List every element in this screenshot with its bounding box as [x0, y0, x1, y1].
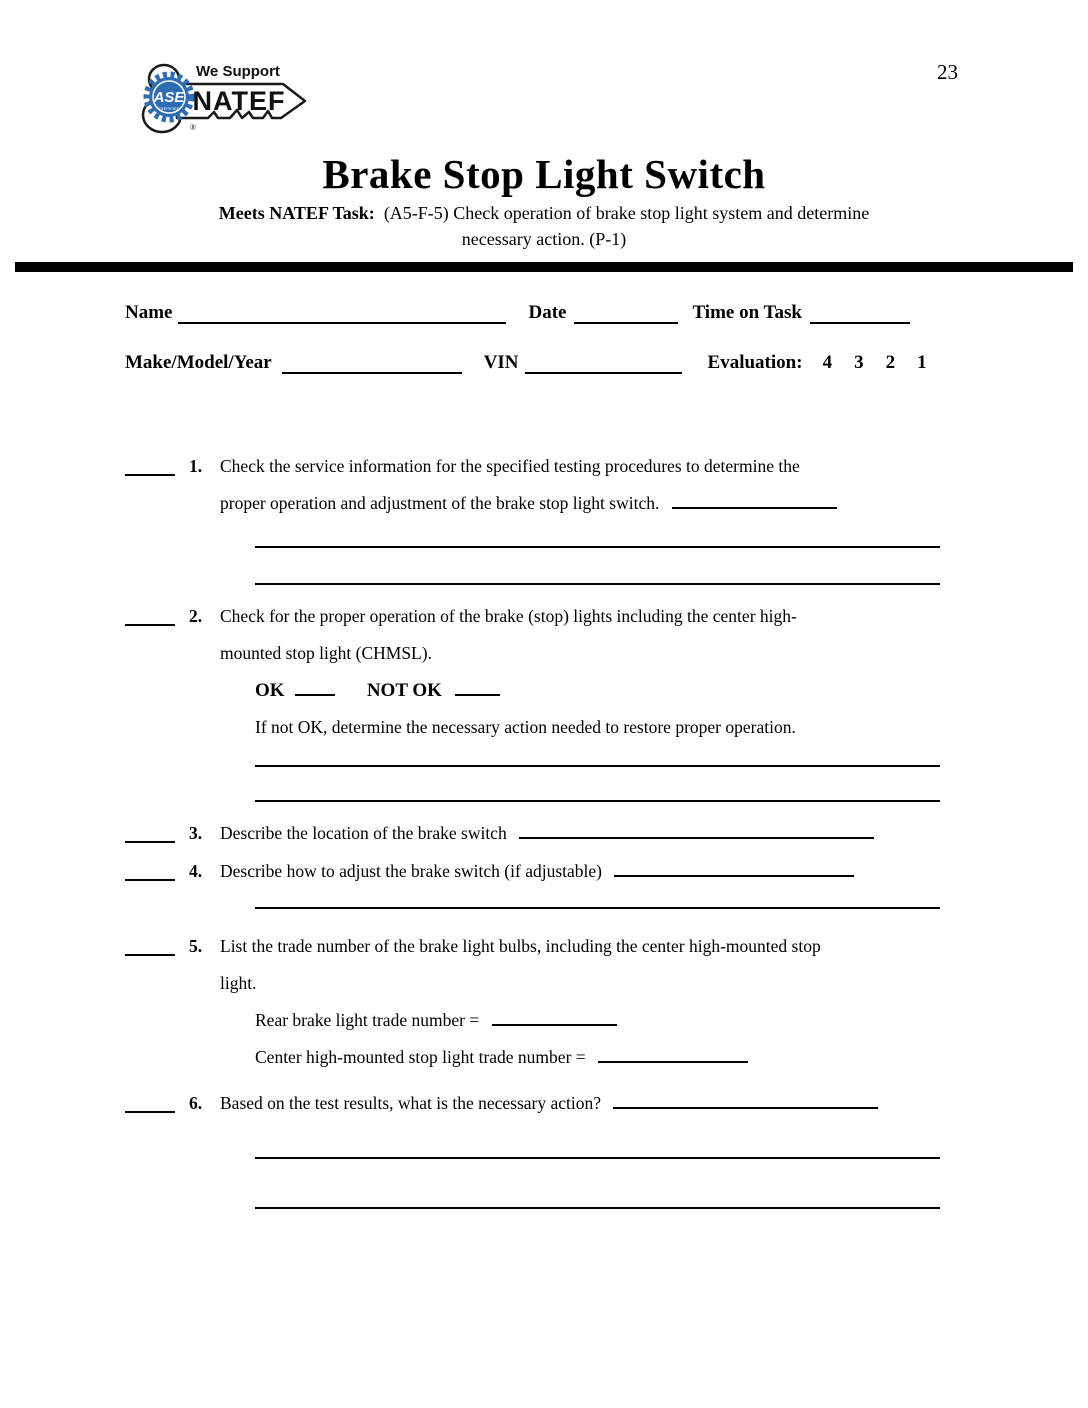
task-4-text: Describe how to adjust the brake switch (if adjustable) — [220, 853, 967, 909]
task-4-answer-line-inline — [614, 871, 854, 877]
task-6-text: Based on the test results, what is the necessary action? — [220, 1085, 967, 1209]
task-5-rear-line — [255, 1002, 967, 1039]
time-on-task-label: Time on Task — [692, 302, 802, 323]
form-row-vehicle-eval — [125, 351, 927, 374]
rear-trade-number-label: Rear brake light trade number = — [255, 1010, 480, 1030]
task-3-score-line — [125, 815, 175, 843]
form-row-name-date-time — [125, 301, 910, 324]
task-2-score-line — [125, 598, 175, 626]
divider-rule — [15, 262, 1073, 272]
task-3-answer-line-inline — [519, 833, 874, 839]
vin-label: VIN — [483, 352, 519, 373]
meets-natef-task-label: Meets NATEF Task: — [218, 203, 375, 223]
task-6-score-line — [125, 1085, 175, 1113]
meets-natef-task-line — [0, 203, 1088, 224]
evaluation-score-3: 3 — [854, 352, 864, 373]
task-item-5 — [125, 928, 967, 1076]
logo-natef: NATEF — [192, 86, 286, 116]
not-ok-check-line — [455, 690, 500, 696]
task-item-3 — [125, 815, 967, 852]
task-1-answer-line-2 — [255, 583, 940, 585]
meets-natef-task-text: (A5-F-5) Check operation of brake stop light system and determine — [383, 203, 870, 223]
task-4-answer-line-1 — [255, 907, 940, 909]
time-on-task-field-line — [810, 301, 910, 324]
task-item-1 — [125, 448, 967, 585]
task-2-number: 2. — [189, 606, 203, 626]
task-3-number: 3. — [189, 823, 203, 843]
not-ok-label: NOT OK — [366, 680, 442, 701]
evaluation-score-4: 4 — [822, 352, 833, 373]
task-4-number: 4. — [189, 861, 203, 881]
task-2-note: If not OK, determine the necessary action needed to restore proper operation. — [255, 717, 796, 737]
task-4-score-line — [125, 853, 175, 881]
task-item-6 — [125, 1085, 967, 1209]
task-2-answer-line-2 — [255, 800, 940, 802]
task-6-number: 6. — [189, 1093, 203, 1113]
ok-check-line — [295, 690, 335, 696]
task-5-number: 5. — [189, 936, 203, 956]
make-model-year-label: Make/Model/Year — [125, 352, 272, 373]
task-5-chmsl-line — [255, 1039, 967, 1076]
task-2-text: Check for the proper operation of the brake (stop) lights including the center high- mounted stop light (CHMSL). OK NOT OK If not OK, determine the necessary action needed to restore proper operation. — [220, 598, 967, 802]
meets-natef-task-line2: necessary action. (P-1) — [461, 229, 627, 249]
date-field-line — [574, 301, 678, 324]
chmsl-trade-number-label: Center high-mounted stop light trade number = — [255, 1047, 586, 1067]
registered-mark: ® — [190, 123, 197, 132]
task-1-text: Check the service information for the specified testing procedures to determine the proper operation and adjustment of the brake stop light switch. — [220, 448, 967, 585]
task-1-score-line — [125, 448, 175, 476]
name-field-line — [178, 301, 506, 324]
task-2-answer-line-1 — [255, 765, 940, 767]
natef-ase-logo — [133, 54, 313, 146]
task-5-score-line — [125, 928, 175, 956]
task-1-answer-line-inline — [672, 503, 837, 509]
make-model-year-field-line — [282, 351, 462, 374]
vin-field-line — [525, 351, 682, 374]
evaluation-label: Evaluation: — [707, 352, 803, 373]
task-5-text: List the trade number of the brake light bulbs, including the center high-mounted stop light. Rear brake light trade number = Center high-mounted stop light trade number = — [220, 928, 967, 1076]
ase-certified-text: CERTIFIED — [158, 106, 180, 111]
rear-trade-number-line — [492, 1020, 617, 1026]
task-item-4 — [125, 853, 967, 909]
date-label: Date — [528, 302, 567, 323]
ase-logo-text: ASE — [153, 89, 185, 106]
task-3-text: Describe the location of the brake switch — [220, 815, 967, 852]
evaluation-score-1: 1 — [917, 352, 927, 373]
task-item-2 — [125, 598, 967, 802]
task-2-ok-line — [255, 672, 967, 709]
chmsl-trade-number-line — [598, 1057, 748, 1063]
name-label: Name — [125, 302, 173, 323]
task-6-answer-line-2 — [255, 1207, 940, 1209]
page-number: 23 — [937, 60, 958, 84]
task-1-number: 1. — [189, 456, 203, 476]
evaluation-score-2: 2 — [885, 352, 896, 373]
page-title: Brake Stop Light Switch — [322, 151, 766, 197]
ok-label: OK — [255, 680, 285, 701]
logo-we-support: We Support — [196, 63, 280, 80]
task-1-answer-line-1 — [255, 546, 940, 548]
task-6-answer-line-1 — [255, 1157, 940, 1159]
task-6-answer-line-inline — [613, 1103, 878, 1109]
